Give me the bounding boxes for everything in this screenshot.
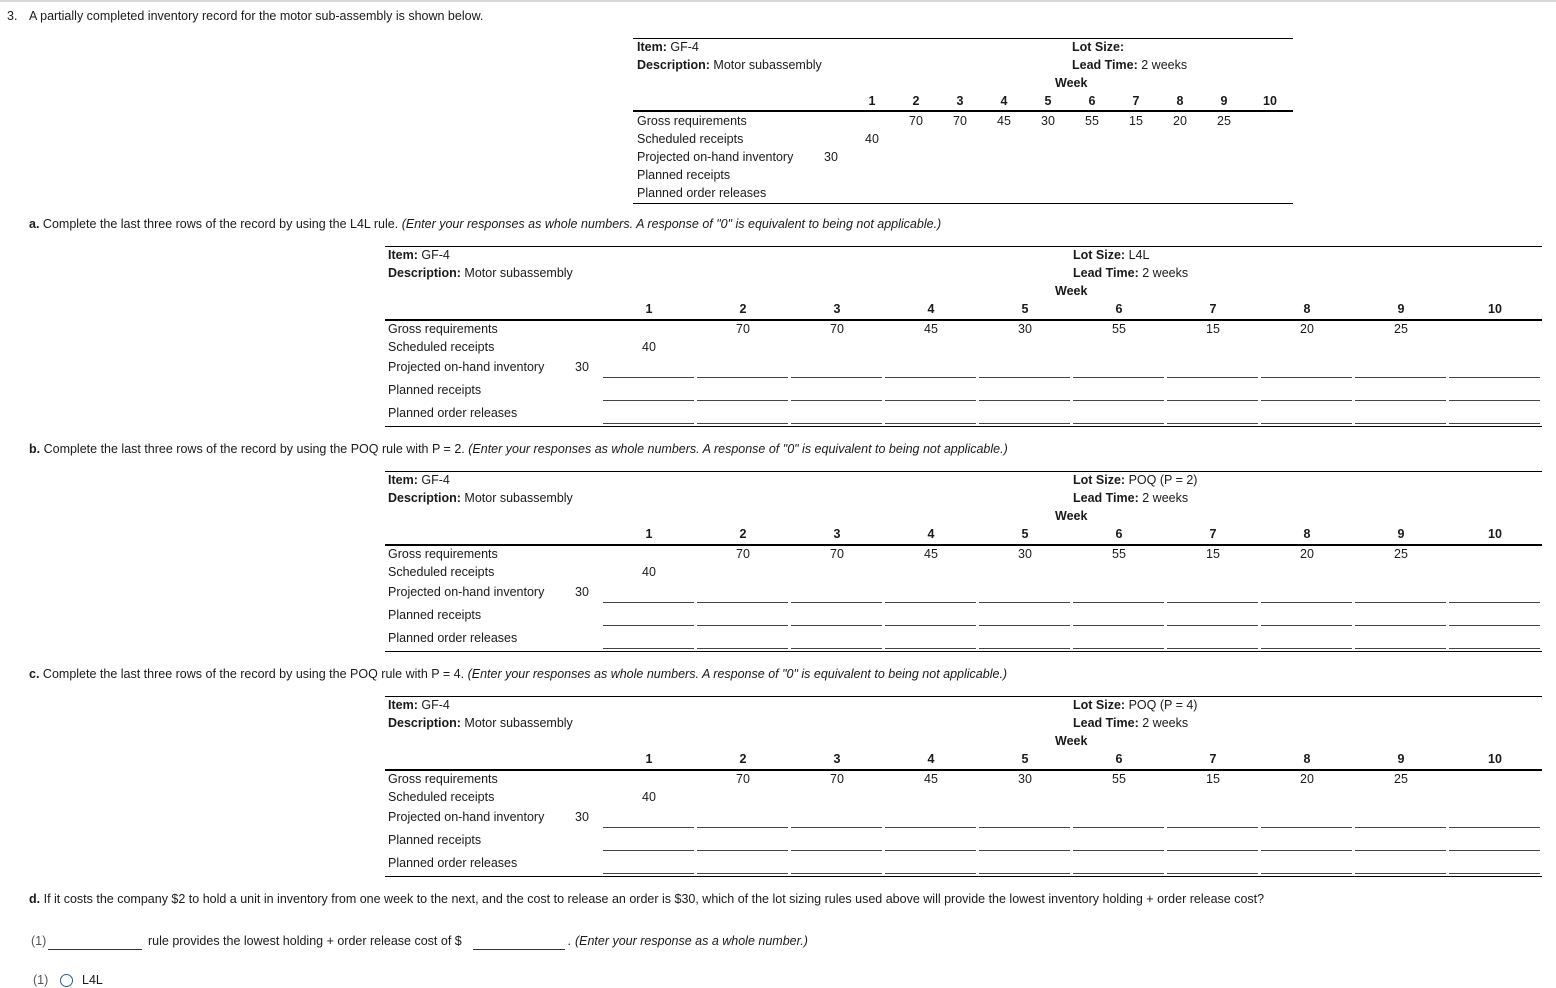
week-label: Week: [1055, 734, 1088, 748]
row-label: Planned receipts: [388, 383, 482, 397]
row-label: Planned order releases: [388, 406, 518, 420]
row-label: Planned order releases: [388, 856, 518, 870]
gross-value: 30: [1018, 547, 1032, 561]
gross-value: 20: [1300, 547, 1314, 561]
planned-order-input[interactable]: [885, 873, 976, 874]
on-hand-input[interactable]: [603, 827, 694, 828]
on-hand-input[interactable]: [885, 602, 976, 603]
gross-value: 55: [1112, 547, 1126, 561]
part-d-instruction: . (Enter your response as a whole number.): [568, 934, 808, 948]
planned-order-input[interactable]: [1355, 423, 1446, 424]
row-label: Planned receipts: [637, 168, 731, 182]
planned-order-input[interactable]: [1261, 423, 1352, 424]
row-label: Scheduled receipts: [637, 132, 744, 146]
table-top-rule: [385, 696, 1542, 697]
gross-value: 70: [830, 547, 844, 561]
week-header: 2: [912, 94, 920, 108]
gross-value: 30: [1018, 322, 1032, 336]
lead-time-line: Lead Time: 2 weeks: [1072, 58, 1188, 72]
rule-answer-blank[interactable]: [48, 949, 142, 950]
row-label: Scheduled receipts: [388, 565, 495, 579]
gross-value: 25: [1394, 322, 1408, 336]
gross-value: 15: [1206, 772, 1220, 786]
on-hand-input[interactable]: [979, 377, 1070, 378]
planned-order-input[interactable]: [979, 423, 1070, 424]
planned-order-input[interactable]: [1449, 873, 1540, 874]
planned-order-input[interactable]: [1167, 423, 1258, 424]
row-label: Scheduled receipts: [388, 790, 495, 804]
scheduled-value: 40: [642, 790, 656, 804]
gross-value: 25: [1394, 772, 1408, 786]
planned-receipt-input[interactable]: [1261, 850, 1352, 851]
table-bottom-rule: [385, 651, 1542, 652]
part-d-prompt: d. If it costs the company $2 to hold a unit in inventory from one week to the next, and the cost to release an order is $30, which of the lot sizing rules used above will provide the lowest inventory holding + order release cost?: [29, 892, 1265, 906]
lot-size-line: Lot Size:: [1072, 40, 1125, 54]
gross-value: 70: [953, 114, 967, 128]
on-hand-value: 30: [824, 150, 838, 164]
planned-order-input[interactable]: [1167, 648, 1258, 649]
week-header: 8: [1303, 527, 1311, 541]
gross-value: 45: [924, 772, 938, 786]
planned-receipt-input[interactable]: [697, 625, 788, 626]
header-rule: [385, 544, 1542, 546]
week-label: Week: [1055, 509, 1088, 523]
gross-value: 55: [1112, 772, 1126, 786]
planned-order-input[interactable]: [603, 423, 694, 424]
on-hand-input[interactable]: [1073, 602, 1164, 603]
scheduled-value: 40: [642, 565, 656, 579]
blank-number: (1): [31, 934, 47, 948]
week-label: Week: [1055, 76, 1088, 90]
on-hand-input[interactable]: [1355, 602, 1446, 603]
table-top-rule: [385, 471, 1542, 472]
week-header: 4: [927, 527, 935, 541]
description-line: Description: Motor subassembly: [637, 58, 822, 72]
header-rule: [633, 110, 1293, 112]
on-hand-input[interactable]: [1261, 377, 1352, 378]
on-hand-value: 30: [575, 810, 589, 824]
planned-order-input[interactable]: [791, 423, 882, 424]
week-header: 3: [833, 302, 841, 316]
gross-value: 15: [1206, 322, 1220, 336]
week-header: 4: [927, 752, 935, 766]
on-hand-input[interactable]: [1261, 827, 1352, 828]
week-header: 3: [956, 94, 964, 108]
lot-size-line: Lot Size: POQ (P = 4): [1073, 698, 1198, 712]
on-hand-input[interactable]: [885, 377, 976, 378]
planned-order-input[interactable]: [1355, 873, 1446, 874]
planned-order-input[interactable]: [603, 873, 694, 874]
planned-order-input[interactable]: [885, 423, 976, 424]
planned-order-input[interactable]: [1261, 648, 1352, 649]
row-label: Projected on-hand inventory: [388, 810, 545, 824]
planned-receipt-input[interactable]: [1073, 400, 1164, 401]
planned-receipt-input[interactable]: [1167, 625, 1258, 626]
planned-order-input[interactable]: [1073, 873, 1164, 874]
on-hand-input[interactable]: [791, 602, 882, 603]
week-header: 8: [1303, 302, 1311, 316]
week-label: Week: [1055, 284, 1088, 298]
week-header: 9: [1220, 94, 1228, 108]
week-header: 1: [645, 527, 653, 541]
description-line: Description: Motor subassembly: [388, 716, 573, 730]
row-label: Gross requirements: [388, 322, 498, 336]
item-line: Item: GF-4: [388, 473, 450, 487]
week-header: 10: [1488, 302, 1502, 316]
on-hand-input[interactable]: [885, 827, 976, 828]
header-rule: [385, 769, 1542, 771]
row-label: Gross requirements: [388, 772, 498, 786]
gross-value: 20: [1300, 772, 1314, 786]
description-line: Description: Motor subassembly: [388, 266, 573, 280]
planned-receipt-input[interactable]: [1355, 400, 1446, 401]
row-label: Planned order releases: [388, 631, 518, 645]
on-hand-input[interactable]: [1167, 827, 1258, 828]
top-divider: [0, 0, 1556, 2]
week-header: 6: [1115, 302, 1123, 316]
week-header: 1: [645, 302, 653, 316]
week-header: 8: [1176, 94, 1184, 108]
week-header: 10: [1488, 527, 1502, 541]
planned-order-input[interactable]: [697, 648, 788, 649]
week-header: 2: [739, 302, 747, 316]
planned-receipt-input[interactable]: [791, 625, 882, 626]
on-hand-input[interactable]: [1167, 602, 1258, 603]
table-top-rule: [633, 38, 1293, 39]
table-bottom-rule: [385, 426, 1542, 427]
gross-value: 70: [909, 114, 923, 128]
week-header: 3: [833, 752, 841, 766]
planned-order-input[interactable]: [791, 648, 882, 649]
lot-size-line: Lot Size: POQ (P = 2): [1073, 473, 1198, 487]
row-label: Scheduled receipts: [388, 340, 495, 354]
week-header: 4: [1000, 94, 1008, 108]
header-rule: [385, 319, 1542, 321]
planned-receipt-input[interactable]: [1449, 850, 1540, 851]
planned-receipt-input[interactable]: [1449, 400, 1540, 401]
on-hand-value: 30: [575, 360, 589, 374]
planned-receipt-input[interactable]: [603, 400, 694, 401]
on-hand-input[interactable]: [1073, 377, 1164, 378]
on-hand-input[interactable]: [1355, 377, 1446, 378]
week-header: 7: [1209, 527, 1217, 541]
planned-order-input[interactable]: [697, 873, 788, 874]
week-header: 2: [739, 527, 747, 541]
lead-time-line: Lead Time: 2 weeks: [1073, 716, 1189, 730]
on-hand-input[interactable]: [791, 827, 882, 828]
week-header: 1: [868, 94, 876, 108]
planned-receipt-input[interactable]: [603, 625, 694, 626]
planned-receipt-input[interactable]: [1167, 850, 1258, 851]
on-hand-input[interactable]: [791, 377, 882, 378]
gross-value: 55: [1085, 114, 1099, 128]
gross-value: 70: [830, 772, 844, 786]
planned-order-input[interactable]: [979, 873, 1070, 874]
planned-receipt-input[interactable]: [1261, 625, 1352, 626]
on-hand-input[interactable]: [697, 602, 788, 603]
planned-order-input[interactable]: [1073, 423, 1164, 424]
week-header: 9: [1397, 302, 1405, 316]
row-label: Gross requirements: [388, 547, 498, 561]
planned-order-input[interactable]: [1167, 873, 1258, 874]
gross-value: 25: [1217, 114, 1231, 128]
on-hand-input[interactable]: [979, 827, 1070, 828]
on-hand-input[interactable]: [603, 602, 694, 603]
part-d-mid-text: rule provides the lowest holding + order release cost of $: [148, 934, 462, 948]
part-c-prompt: c. Complete the last three rows of the record by using the POQ rule with P = 4. (Enter your responses as whole numbers. A response of "0" is equivalent to being not applicable.): [29, 667, 1008, 681]
week-header: 10: [1263, 94, 1277, 108]
week-header: 6: [1088, 94, 1096, 108]
week-header: 5: [1021, 527, 1029, 541]
on-hand-input[interactable]: [1449, 827, 1540, 828]
planned-order-input[interactable]: [979, 648, 1070, 649]
planned-receipt-input[interactable]: [1449, 625, 1540, 626]
on-hand-input[interactable]: [1355, 827, 1446, 828]
planned-order-input[interactable]: [791, 873, 882, 874]
planned-receipt-input[interactable]: [885, 625, 976, 626]
planned-receipt-input[interactable]: [1355, 625, 1446, 626]
week-header: 6: [1115, 527, 1123, 541]
table-top-rule: [385, 246, 1542, 247]
lot-size-line: Lot Size: L4L: [1073, 248, 1150, 262]
question-number: 3.: [7, 9, 18, 23]
gross-value: 55: [1112, 322, 1126, 336]
on-hand-input[interactable]: [1261, 602, 1352, 603]
option-group-number: (1): [33, 973, 49, 987]
week-header: 4: [927, 302, 935, 316]
gross-value: 30: [1018, 772, 1032, 786]
planned-order-input[interactable]: [697, 423, 788, 424]
gross-value: 70: [736, 322, 750, 336]
on-hand-input[interactable]: [697, 377, 788, 378]
on-hand-input[interactable]: [1449, 377, 1540, 378]
planned-receipt-input[interactable]: [791, 400, 882, 401]
planned-receipt-input[interactable]: [979, 400, 1070, 401]
lead-time-line: Lead Time: 2 weeks: [1073, 491, 1189, 505]
on-hand-input[interactable]: [1167, 377, 1258, 378]
item-line: Item: GF-4: [388, 248, 450, 262]
cost-answer-input[interactable]: [473, 949, 565, 950]
week-header: 7: [1209, 302, 1217, 316]
planned-order-input[interactable]: [603, 648, 694, 649]
part-a-prompt: a. Complete the last three rows of the record by using the L4L rule. (Enter your responses as whole numbers. A response of "0" is equivalent to being not applicable.): [29, 217, 942, 231]
week-header: 2: [739, 752, 747, 766]
planned-receipt-input[interactable]: [1073, 850, 1164, 851]
option-l4l-label: L4L: [82, 973, 103, 987]
gross-value: 25: [1394, 547, 1408, 561]
week-header: 5: [1021, 752, 1029, 766]
on-hand-value: 30: [575, 585, 589, 599]
gross-value: 20: [1173, 114, 1187, 128]
planned-order-input[interactable]: [1073, 648, 1164, 649]
gross-value: 70: [736, 772, 750, 786]
planned-order-input[interactable]: [1449, 648, 1540, 649]
item-line: Item: GF-4: [637, 40, 699, 54]
lead-time-line: Lead Time: 2 weeks: [1073, 266, 1189, 280]
item-line: Item: GF-4: [388, 698, 450, 712]
planned-receipt-input[interactable]: [1073, 625, 1164, 626]
planned-receipt-input[interactable]: [697, 850, 788, 851]
planned-receipt-input[interactable]: [1261, 400, 1352, 401]
question-intro: A partially completed inventory record for the motor sub-assembly is shown below.: [29, 9, 484, 23]
gross-value: 30: [1041, 114, 1055, 128]
row-label: Gross requirements: [637, 114, 747, 128]
week-header: 9: [1397, 752, 1405, 766]
gross-value: 20: [1300, 322, 1314, 336]
description-line: Description: Motor subassembly: [388, 491, 573, 505]
table-bottom-rule: [385, 876, 1542, 877]
week-header: 8: [1303, 752, 1311, 766]
table-bottom-rule: [633, 203, 1293, 204]
part-b-prompt: b. Complete the last three rows of the record by using the POQ rule with P = 2. (Enter your responses as whole numbers. A response of "0" is equivalent to being not applicable.): [29, 442, 1008, 456]
gross-value: 15: [1206, 547, 1220, 561]
on-hand-input[interactable]: [1449, 602, 1540, 603]
gross-value: 45: [924, 322, 938, 336]
week-header: 9: [1397, 527, 1405, 541]
planned-receipt-input[interactable]: [697, 400, 788, 401]
planned-receipt-input[interactable]: [885, 400, 976, 401]
week-header: 1: [645, 752, 653, 766]
week-header: 6: [1115, 752, 1123, 766]
planned-order-input[interactable]: [1261, 873, 1352, 874]
week-header: 5: [1021, 302, 1029, 316]
planned-order-input[interactable]: [1449, 423, 1540, 424]
planned-order-input[interactable]: [1355, 648, 1446, 649]
week-header: 10: [1488, 752, 1502, 766]
row-label: Planned receipts: [388, 608, 482, 622]
gross-value: 70: [736, 547, 750, 561]
row-label: Planned receipts: [388, 833, 482, 847]
week-header: 5: [1044, 94, 1052, 108]
planned-receipt-input[interactable]: [979, 850, 1070, 851]
planned-receipt-input[interactable]: [791, 850, 882, 851]
planned-order-input[interactable]: [885, 648, 976, 649]
radio-l4l[interactable]: [60, 974, 73, 987]
row-label: Projected on-hand inventory: [388, 585, 545, 599]
on-hand-input[interactable]: [1073, 827, 1164, 828]
scheduled-value: 40: [642, 340, 656, 354]
week-header: 7: [1132, 94, 1140, 108]
on-hand-input[interactable]: [603, 377, 694, 378]
planned-receipt-input[interactable]: [1167, 400, 1258, 401]
week-header: 3: [833, 527, 841, 541]
planned-receipt-input[interactable]: [603, 850, 694, 851]
week-header: 7: [1209, 752, 1217, 766]
gross-value: 70: [830, 322, 844, 336]
scheduled-value: 40: [865, 132, 879, 146]
row-label: Projected on-hand inventory: [388, 360, 545, 374]
row-label: Projected on-hand inventory: [637, 150, 794, 164]
planned-receipt-input[interactable]: [885, 850, 976, 851]
gross-value: 15: [1129, 114, 1143, 128]
planned-receipt-input[interactable]: [979, 625, 1070, 626]
planned-receipt-input[interactable]: [1355, 850, 1446, 851]
gross-value: 45: [924, 547, 938, 561]
on-hand-input[interactable]: [979, 602, 1070, 603]
on-hand-input[interactable]: [697, 827, 788, 828]
row-label: Planned order releases: [637, 186, 767, 200]
gross-value: 45: [997, 114, 1011, 128]
